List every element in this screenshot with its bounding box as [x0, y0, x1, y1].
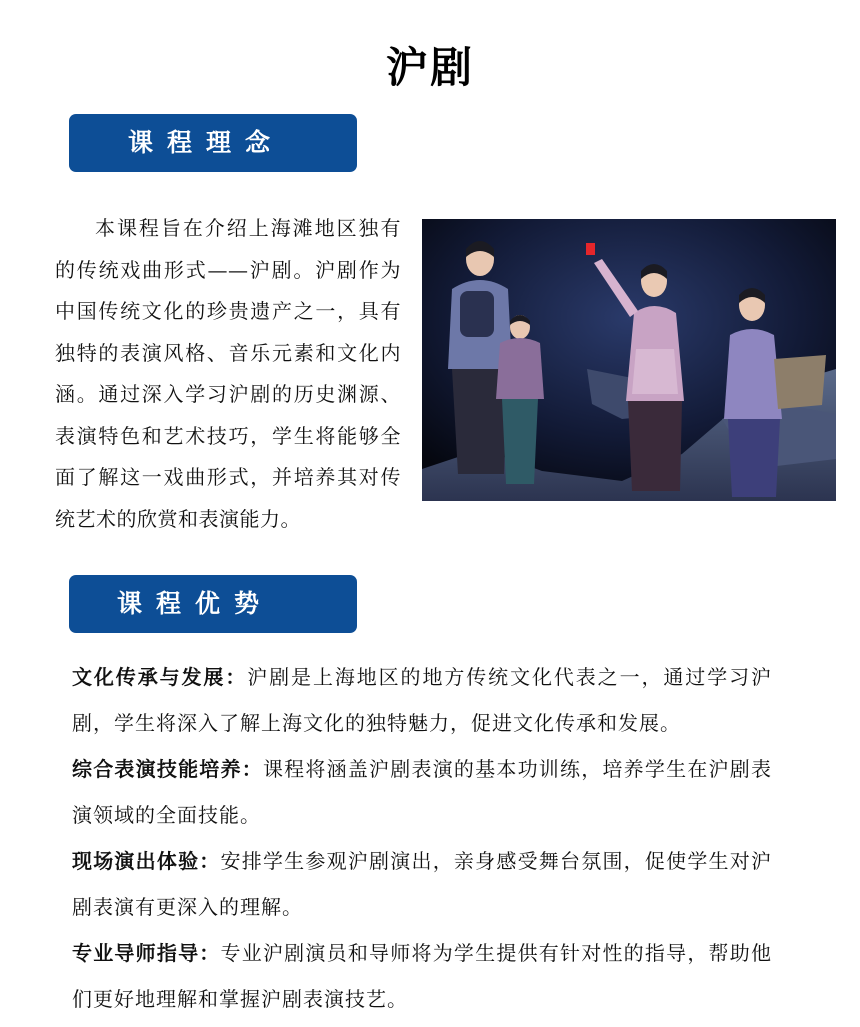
advantage-text: 安排学生参观沪剧演出，亲身感受舞台氛围，促使学生对沪剧表演有更深入的理解。 [72, 849, 772, 919]
advantage-label: 专业导师指导： [72, 941, 221, 965]
section-heading-concept: 课程理念 [69, 114, 357, 172]
advantage-text: 课程将涵盖沪剧表演的基本功训练，培养学生在沪剧表演领域的全面技能。 [72, 757, 772, 827]
advantage-item [72, 746, 772, 838]
advantage-item [72, 654, 772, 746]
advantage-item [72, 930, 772, 1022]
advantage-label: 现场演出体验： [72, 849, 221, 873]
advantage-item [72, 838, 772, 930]
advantage-text: 沪剧是上海地区的地方传统文化代表之一，通过学习沪剧，学生将深入了解上海文化的独特魅力，促进文化传承和发展。 [72, 665, 773, 735]
section-heading-advantages: 课程优势 [69, 575, 357, 633]
advantage-text: 专业沪剧演员和导师将为学生提供有针对性的指导，帮助他们更好地理解和掌握沪剧表演技艺。 [72, 941, 772, 1011]
course-concept-text: 本课程旨在介绍上海滩地区独有的传统戏曲形式——沪剧。沪剧作为中国传统文化的珍贵遗产之一，具有独特的表演风格、音乐元素和文化内涵。通过深入学习沪剧的历史渊源、表演特色和艺术技巧，学生将能够全面了解这一戏曲形式，并培养其对传统艺术的欣赏和表演能力。 [55, 216, 401, 531]
advantage-label: 文化传承与发展： [72, 665, 248, 689]
opera-stage-photo [422, 219, 836, 501]
page-title: 沪剧 [385, 43, 474, 93]
advantages-list [72, 654, 772, 1022]
advantage-label: 综合表演技能培养： [72, 757, 263, 781]
